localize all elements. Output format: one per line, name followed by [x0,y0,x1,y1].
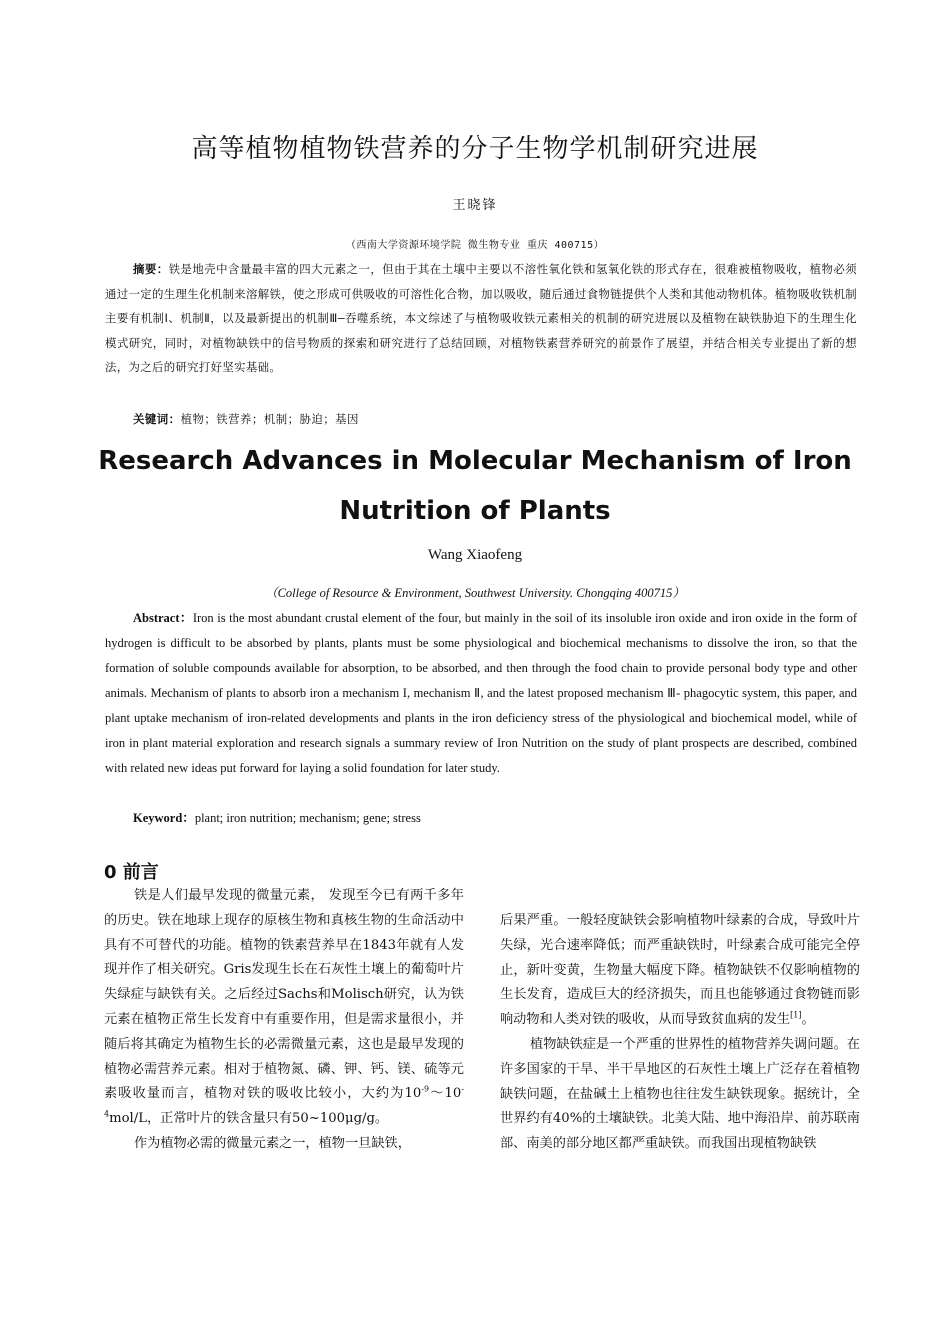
author-english: Wang Xiaofeng [427,547,523,563]
keywords-label-chinese: 关键词： [133,412,181,426]
paragraph-1-tail: mol/L，正常叶片的铁含量只有50~100μg/g。 [109,1111,389,1127]
author-chinese: 王晓锋 [452,198,498,213]
title-english: Research Advances in Molecular Mechanism of Iron Nutrition of Plants [98,446,852,526]
paragraph-1 [104,884,464,1132]
abstract-label-english: Abstract： [133,611,193,625]
keywords-text-chinese: 植物；铁营养；机制；胁迫；基因 [180,412,359,426]
abstract-text-chinese: 铁是地壳中含量最丰富的四大元素之一，但由于其在土壤中主要以不溶性氧化铁和氢氧化铁的形式存在，很难被植物吸收，植物必须通过一定的生理生化机制来溶解铁，使之形成可供吸收的可溶性化合物，加以吸收，随后通过食物链提供个人类和其他动物机体。植物吸收铁机制主要有机制Ⅰ、机制Ⅱ，以及最新提出的机制Ⅲ—吞噬系统，本文综述了与植物吸收铁元素相关的机制的研究进展以及植物在缺铁胁迫下的生理生化模式研究，同时，对植物缺铁中的信号物质的探索和研究进行了总结回顾，对植物铁素营养研究的前景作了展望，并结合相关专业提出了新的想法，为之后的研究打好坚实基础。 [105,262,857,375]
keywords-english [133,806,857,831]
abstract-english [105,606,857,781]
paragraph-2-continued [500,909,860,1033]
paragraph-3: 植物缺铁症是一个严重的世界性的植物营养失调问题。在许多国家的干旱、半干旱地区的石灰性土壤上广泛存在着植物缺铁问题，在盐碱土上植物也往往发生缺铁现象。据统计，全世界约有40%的土壤缺铁。北美大陆、地中海沿岸、前苏联南部、南美的部分地区都严重缺铁。而我国出现植物缺铁 [500,1036,860,1152]
affiliation-chinese: （西南大学资源环境学院 微生物专业 重庆 400715） [345,240,605,251]
paragraph-2-start: 作为植物必需的微量元素之一，植物一旦缺铁， [134,1135,411,1151]
paragraph-1-exp-1: -9 [421,1084,430,1094]
keywords-chinese [133,407,857,432]
affiliation-english: （College of Resource & Environment, Southwest University. Chongqing 400715） [265,586,685,600]
paragraph-1-exp-base-1: 10 [404,1086,422,1102]
title-chinese: 高等植物植物铁营养的分子生物学机制研究进展 [191,134,759,164]
abstract-text-english: Iron is the most abundant crustal element of the four, but mainly in the soil of its insoluble iron oxide and iron oxide in the form of hydrogen is difficult to be absorbed by plants, plants must be some physiological and biochemical mechanisms to dissolve the iron, so that the formation of soluble compounds available for absorption, to be absorbed, and then through the food chain to provide personal body type and other animals. Mechanism of plants to absorb iron a mechanism I, mechanism Ⅱ, and the latest proposed mechanism Ⅲ- phagocytic system, this paper, and plant uptake mechanism of iron-related developments and plants in the iron deficiency stress of the physiological and biochemical model, while of iron in plant material exploration and research signals a summary review of Iron Nutrition on the study of plant prospects are described, combined with related new ideas put forward for laying a solid foundation for later study. [105,611,857,775]
body-column-right [500,909,860,1157]
paragraph-2-continued-text: 后果严重。一般轻度缺铁会影响植物叶绿素的合成，导致叶片失绿，光合速率降低；而严重缺铁时，叶绿素合成可能完全停止，新叶变黄，生物量大幅度下降。植物缺铁不仅影响植物的生长发育，造成巨大的经济损失，而且也能够通过食物链而影响动物和人类对铁的吸收，从而导致贫血病的发生 [500,913,860,1028]
body-column-left [104,884,464,1157]
paragraph-1-tilde: ～ [429,1086,445,1102]
section-heading-introduction: 0 前言 [104,862,159,883]
abstract-label-chinese: 摘要： [133,262,169,276]
paragraph-1-text: 铁是人们最早发现的微量元素， 发现至今已有两千多年的历史。铁在地球上现存的原核生物和真核生物的生命活动中具有不可替代的功能。植物的铁素营养早在1843年就有人发现并作了相关研究。Gris发现生长在石灰性土壤上的葡萄叶片失绿症与缺铁有关。之后经过Sachs和Molisch研究，认为铁元素在植物正常生长发育中有重要作用，但是需求量很小，并随后将其确定为植物生长的必需微量元素，这也是最早发现的植物必需营养元素。相对于植物氮、磷、钾、钙、镁、硫等元素吸收量而言，植物对铁的吸收比较小，大约为 [104,888,464,1102]
paragraph-2-end: 。 [801,1012,815,1028]
abstract-chinese [105,257,857,380]
paragraph-1-exp-base-2: 10 [444,1086,462,1102]
citation-ref-1: [1] [790,1010,802,1020]
keywords-text-english: plant; iron nutrition; mechanism; gene; stress [194,811,421,825]
paragraph-1-exp-2: -4 [104,1084,465,1119]
keywords-label-english: Keyword： [133,811,195,825]
